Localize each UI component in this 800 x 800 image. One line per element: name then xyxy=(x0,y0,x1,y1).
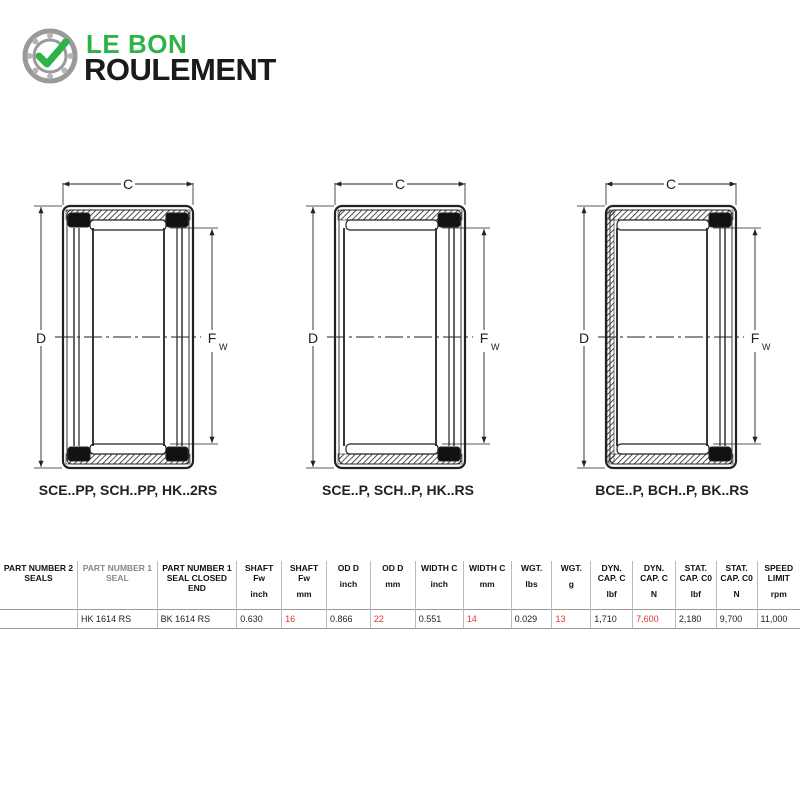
cell-weight-g: 13 xyxy=(552,610,591,629)
cell-stat-cap-lbf: 2,180 xyxy=(675,610,716,629)
dim-d-1: D xyxy=(35,330,47,346)
drawing-one-seal xyxy=(306,183,490,468)
cell-part-closed-end: BK 1614 RS xyxy=(157,610,237,629)
cell-dyn-cap-lbf: 1,710 xyxy=(591,610,633,629)
col-width-mm: WIDTH C mm xyxy=(463,561,511,610)
logo-text-top: LE BON xyxy=(86,29,188,59)
caption-two-seals: SCE..PP, SCH..PP, HK..2RS xyxy=(38,482,218,498)
cell-shaft-mm: 16 xyxy=(282,610,327,629)
table-row xyxy=(0,610,800,629)
cell-speed-limit: 11,000 xyxy=(757,610,800,629)
cell-od-mm: 22 xyxy=(370,610,415,629)
cell-shaft-inch: 0.630 xyxy=(237,610,282,629)
col-width-inch: WIDTH C inch xyxy=(415,561,463,610)
col-od-mm: OD D mm xyxy=(370,561,415,610)
drawing-two-seals xyxy=(34,183,218,468)
dim-d-3: D xyxy=(578,330,590,346)
spec-header-row xyxy=(0,561,800,610)
bearing-check-icon xyxy=(22,28,78,84)
caption-closed-end: BCE..P, BCH..P, BK..RS xyxy=(595,482,749,498)
dim-fw-sub-1: W xyxy=(219,342,228,352)
bearing-drawings xyxy=(0,160,800,520)
col-od-inch: OD D inch xyxy=(326,561,370,610)
spec-table xyxy=(0,561,800,629)
cell-part-1-seal: HK 1614 RS xyxy=(78,610,158,629)
caption-one-seal: SCE..P, SCH..P, HK..RS xyxy=(322,482,474,498)
col-shaft-inch: SHAFT Fw inch xyxy=(237,561,282,610)
col-speed-limit: SPEED LIMIT rpm xyxy=(764,563,794,599)
col-part-closed-end: PART NUMBER 1 SEAL CLOSED END xyxy=(157,561,237,610)
drawing-closed-end xyxy=(577,183,761,468)
col-weight-g: WGT. g xyxy=(552,561,591,610)
col-dyn-cap-n: DYN. CAP. C N xyxy=(633,561,676,610)
dim-fw-sub-3: W xyxy=(762,342,771,352)
col-weight-lbs: WGT. lbs xyxy=(511,561,552,610)
cell-part-2-seals xyxy=(0,610,78,629)
col-shaft-mm: SHAFT Fw mm xyxy=(282,561,327,610)
dim-c-1: C xyxy=(122,176,134,192)
col-stat-cap-n: STAT. CAP. C0 N xyxy=(716,561,757,610)
cell-width-mm: 14 xyxy=(463,610,511,629)
cell-stat-cap-n: 9,700 xyxy=(716,610,757,629)
cell-od-inch: 0.866 xyxy=(326,610,370,629)
dim-fw-2: F xyxy=(479,330,489,346)
col-dyn-cap-lbf: DYN. CAP. C lbf xyxy=(591,561,633,610)
cell-weight-lbs: 0.029 xyxy=(511,610,552,629)
dim-fw-sub-2: W xyxy=(491,342,500,352)
brand-logo xyxy=(22,28,312,88)
dim-fw-3: F xyxy=(750,330,760,346)
col-part-2-seals: PART NUMBER 2 SEALS xyxy=(0,561,78,610)
col-stat-cap-lbf: STAT. CAP. C0 lbf xyxy=(675,561,716,610)
dim-c-2: C xyxy=(394,176,406,192)
cell-dyn-cap-n: 7,600 xyxy=(633,610,676,629)
dim-fw-1: F xyxy=(207,330,217,346)
dim-c-3: C xyxy=(665,176,677,192)
logo-text-bottom: ROULEMENT xyxy=(84,52,276,87)
col-part-1-seal: PART NUMBER 1 SEAL xyxy=(78,561,158,610)
cell-width-inch: 0.551 xyxy=(415,610,463,629)
dim-d-2: D xyxy=(307,330,319,346)
